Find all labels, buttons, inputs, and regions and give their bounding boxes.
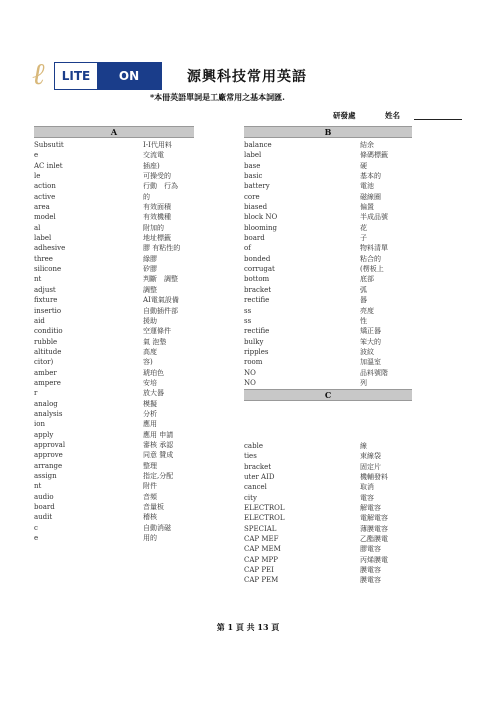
term-entry: 氣 泡墊 xyxy=(143,337,167,346)
term-entry: 音量板 xyxy=(143,503,164,512)
term-entry: bulky xyxy=(244,337,264,346)
term-entry: 交流電 xyxy=(143,151,164,160)
term-entry: 指定,分配 xyxy=(143,472,174,480)
term-entry: board xyxy=(34,503,55,512)
term-entry: 審核 承認 xyxy=(143,440,174,449)
term-entry: 結余 xyxy=(360,141,374,149)
term-entry: 容) xyxy=(143,358,153,367)
term-entry: ripples xyxy=(244,347,269,356)
term-entry: balance xyxy=(244,141,272,149)
term-entry: basic xyxy=(244,172,263,181)
term-entry: le xyxy=(34,172,41,181)
term-entry: audio xyxy=(34,492,54,501)
term-entry: label xyxy=(34,234,52,243)
term-entry: 物料清單 xyxy=(360,244,388,253)
term-entry: bracket xyxy=(244,462,272,471)
term-entry: silicone xyxy=(34,265,62,274)
term-entry: fixture xyxy=(34,296,58,305)
term-entry: 硬 xyxy=(360,161,367,170)
term-entry: ties xyxy=(244,452,257,461)
term-entry: 判斷 調整 xyxy=(143,275,178,284)
term-entry: al xyxy=(34,223,41,232)
term-entry: approve xyxy=(34,451,63,460)
term-entry: 子 xyxy=(360,234,367,243)
term-entry: arrange xyxy=(34,461,63,470)
name-label: 姓名 xyxy=(385,111,400,120)
term-entry: 地址標籤 xyxy=(143,234,171,243)
term-entry: ss xyxy=(244,306,252,315)
term-entry: 調整 xyxy=(143,285,157,294)
document-subtitle: *本冊英語單詞是工廠常用之基本詞匯. xyxy=(150,92,285,102)
term-entry: nt xyxy=(34,275,42,284)
term-entry: 插座) xyxy=(143,161,160,170)
term-entry: SPECIAL xyxy=(244,524,277,533)
term-entry: 放大器 xyxy=(143,389,164,398)
column-c-chinese xyxy=(360,441,388,586)
term-entry: bracket xyxy=(244,285,272,294)
term-entry: 膠 有粘性的 xyxy=(143,244,181,253)
term-entry: apply xyxy=(34,430,54,439)
term-entry: 空運條件 xyxy=(143,327,171,336)
term-entry: action xyxy=(34,182,56,191)
term-entry: 解電容 xyxy=(360,504,381,513)
term-entry: 應用 xyxy=(143,420,157,429)
liteon-logo xyxy=(54,62,162,90)
term-entry: biased xyxy=(244,203,268,212)
term-entry: 稽核 xyxy=(143,513,157,522)
column-b-chinese xyxy=(360,140,388,388)
term-entry: 高度 xyxy=(143,347,157,356)
term-entry: 膜電容 xyxy=(360,566,381,575)
term-entry: blooming xyxy=(244,223,278,232)
term-entry: 線 xyxy=(360,442,367,450)
term-entry: ss xyxy=(244,316,252,325)
term-entry: area xyxy=(34,203,50,212)
term-entry: CAP PEM xyxy=(244,576,279,585)
term-entry: citor) xyxy=(34,358,54,367)
section-c-header: C xyxy=(244,389,412,401)
term-entry: 笨大的 xyxy=(360,337,381,346)
logo-lite-text: LITE xyxy=(55,63,97,89)
term-entry: assign xyxy=(34,472,57,480)
term-entry: 的 xyxy=(143,192,150,201)
term-entry: NO xyxy=(244,378,256,387)
term-entry: 援助 xyxy=(143,316,157,325)
term-entry: 弧 xyxy=(360,285,367,294)
column-c-english xyxy=(244,441,285,586)
term-entry: 膠電容 xyxy=(360,545,381,554)
term-entry: board xyxy=(244,234,265,243)
term-entry: 品料號階 xyxy=(360,368,388,377)
term-entry: (楞板上 xyxy=(360,265,384,274)
term-entry: 波紋 xyxy=(360,347,374,356)
term-entry: c xyxy=(34,523,38,532)
section-a-header: A xyxy=(34,126,194,138)
term-entry: rectifie xyxy=(244,296,270,305)
name-underline xyxy=(414,119,462,120)
term-entry: 電池 xyxy=(360,182,374,191)
term-entry: 可操受的 xyxy=(143,172,171,181)
term-entry: adhesive xyxy=(34,244,66,253)
term-entry: amber xyxy=(34,368,57,377)
term-entry: 偏置 xyxy=(360,203,374,212)
term-entry: 固定片 xyxy=(360,462,381,471)
term-entry: e xyxy=(34,534,39,543)
term-entry: rectifie xyxy=(244,327,270,336)
term-entry: 矯正器 xyxy=(360,327,381,336)
term-entry: audit xyxy=(34,513,53,522)
column-b-english xyxy=(244,140,277,388)
term-entry: adjust xyxy=(34,285,56,294)
term-entry: CAP PEI xyxy=(244,566,274,575)
dept-label: 研發處 xyxy=(333,111,356,120)
term-entry: core xyxy=(244,192,260,201)
term-entry: cancel xyxy=(244,483,267,492)
term-entry: 行動 行為 xyxy=(143,182,178,191)
company-title: 源興科技常用英語 xyxy=(187,69,307,85)
term-entry: cable xyxy=(244,442,263,450)
term-entry: 有效面積 xyxy=(143,203,171,212)
term-entry: e xyxy=(34,151,39,160)
term-entry: model xyxy=(34,213,56,222)
term-entry: 束線袋 xyxy=(360,452,381,461)
term-entry: 膜電容 xyxy=(360,576,381,585)
term-entry: 自動插件部 xyxy=(143,306,178,315)
term-entry: 機輔發料 xyxy=(360,473,388,482)
term-entry: 薄膜電容 xyxy=(360,524,388,533)
term-entry: analysis xyxy=(34,409,63,418)
term-entry: 模擬 xyxy=(143,399,157,408)
term-entry: 取消 xyxy=(360,483,374,492)
term-entry: rubble xyxy=(34,337,58,346)
document-header xyxy=(32,58,472,94)
term-entry: aid xyxy=(34,316,45,325)
term-entry: conditio xyxy=(34,327,63,336)
term-entry: label xyxy=(244,151,262,160)
term-entry: 丙烯膜電 xyxy=(360,555,388,564)
term-entry: 亮度 xyxy=(360,306,374,315)
term-entry: 器 xyxy=(360,296,367,305)
term-entry: 整理 xyxy=(143,461,157,470)
term-entry: 用的 xyxy=(143,534,157,543)
term-entry: I-I代用料 xyxy=(143,141,172,149)
term-entry: 電容 xyxy=(360,493,374,502)
term-entry: 琥珀色 xyxy=(143,368,164,377)
term-entry: ELECTROL xyxy=(244,514,285,523)
term-entry: ampere xyxy=(34,378,61,387)
term-entry: 磁線圈 xyxy=(360,192,381,201)
term-entry: block NO xyxy=(244,213,278,222)
term-entry: analog xyxy=(34,399,58,408)
term-entry: 乙酯膜電 xyxy=(360,535,388,544)
term-entry: 分析 xyxy=(143,409,157,418)
term-entry: r xyxy=(34,389,38,398)
column-a-chinese xyxy=(143,140,180,543)
term-entry: 基本的 xyxy=(360,172,381,181)
page-footer: 第 1 頁 共 13 頁 xyxy=(216,622,280,632)
term-entry: corrugat xyxy=(244,265,275,274)
term-entry: ELECTROL xyxy=(244,504,285,513)
term-entry: base xyxy=(244,161,261,170)
term-entry: 綠膠 xyxy=(143,254,157,263)
term-entry: bottom xyxy=(244,275,270,284)
term-entry: uter AID xyxy=(244,473,275,482)
term-entry: CAP MEM xyxy=(244,545,281,554)
term-entry: 附加的 xyxy=(143,223,164,232)
term-entry: 電解電容 xyxy=(360,514,388,523)
term-entry: AC inlet xyxy=(34,161,63,170)
term-entry: room xyxy=(244,358,263,367)
term-entry: NO xyxy=(244,368,256,377)
term-entry: 加溫室 xyxy=(360,358,381,367)
term-entry: three xyxy=(34,254,53,263)
term-entry: ion xyxy=(34,420,45,429)
term-entry: 音頻 xyxy=(143,492,157,501)
section-b-header: B xyxy=(244,126,412,138)
term-entry: battery xyxy=(244,182,270,191)
term-entry: 列 xyxy=(360,378,367,387)
term-entry: 條碼標籤 xyxy=(360,151,388,160)
term-entry: CAP MEF xyxy=(244,535,279,544)
term-entry: 底部 xyxy=(360,275,374,284)
term-entry: 自動消磁 xyxy=(143,523,171,532)
term-entry: active xyxy=(34,192,56,201)
term-entry: 有效機種 xyxy=(143,213,171,222)
term-entry: nt xyxy=(34,482,42,491)
term-entry: 同意 贊成 xyxy=(143,451,174,460)
term-entry: 安培 xyxy=(143,378,157,387)
term-entry: 應用 申請 xyxy=(143,430,174,439)
term-entry: 粘合的 xyxy=(360,254,381,263)
term-entry: 半成品號 xyxy=(360,213,388,222)
term-entry: city xyxy=(244,493,257,502)
term-entry: Subsutit xyxy=(34,141,64,149)
term-entry: of xyxy=(244,244,251,253)
term-entry: bonded xyxy=(244,254,271,263)
term-entry: altitude xyxy=(34,347,62,356)
term-entry: approval xyxy=(34,440,66,449)
logo-on-text: ON xyxy=(97,63,161,89)
term-entry: AI電氣設備 xyxy=(143,296,179,305)
term-entry: 性 xyxy=(360,316,367,325)
term-entry: 花 xyxy=(360,223,367,232)
term-entry: 附件 xyxy=(143,482,157,491)
term-entry: 矽膠 xyxy=(143,265,157,274)
term-entry: insertio xyxy=(34,306,62,315)
term-entry: CAP MPP xyxy=(244,555,278,564)
column-a-english xyxy=(34,140,65,543)
logo-script-mark: ℓ xyxy=(32,57,45,92)
